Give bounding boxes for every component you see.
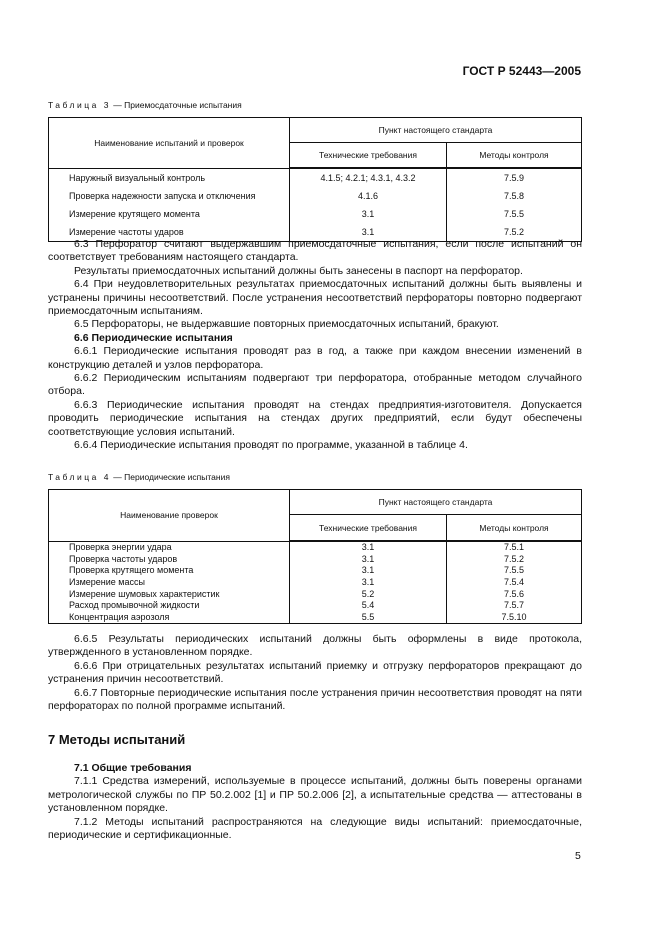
- caption-title: — Периодические испытания: [110, 472, 230, 482]
- paragraph: 7.1.1 Средства измерений, используемые в процессе испытаний, должны быть поверены органами метрологической службы по ПР 50.2.002 [1] и ПР 50.2.006 [2], а испытательные средства — аттестованы в установленном порядке.: [48, 775, 582, 815]
- table-cell: 4.1.6: [290, 187, 447, 205]
- paragraph: 6.6.5 Результаты периодических испытаний должны быть оформлены в виде протокола, утвержденного в установленном порядке.: [48, 633, 582, 659]
- table-cell: 5.5: [290, 612, 447, 624]
- table-4: [48, 489, 582, 624]
- table-cell: Расход промывочной жидкости: [49, 600, 290, 612]
- table-cell: 5.2: [290, 588, 447, 600]
- table-cell: 3.1: [290, 565, 447, 577]
- caption-label: Таблица 4: [48, 472, 111, 482]
- subsection-heading: 6.6 Периодические испытания: [74, 331, 233, 344]
- table-cell: 7.5.2: [447, 554, 582, 566]
- table-cell: Проверка энергии удара: [49, 541, 290, 554]
- table-row: [49, 168, 582, 187]
- table-row: [49, 554, 582, 566]
- paragraph: 6.6.4 Периодические испытания проводят по программе, указанной в таблице 4.: [74, 439, 468, 452]
- table-row: [49, 600, 582, 612]
- body-text-2: [48, 633, 582, 713]
- table-cell: 7.5.5: [447, 565, 582, 577]
- body-text-3: [48, 762, 582, 842]
- table-cell: 3.1: [290, 577, 447, 589]
- paragraph: Результаты приемосдаточных испытаний должны быть занесены в паспорт на перфоратор.: [74, 264, 523, 277]
- table-cell: 3.1: [290, 205, 447, 223]
- table-row: [49, 541, 582, 554]
- paragraph: 7.1.2 Методы испытаний распространяются на следующие виды испытаний: приемосдаточные, периодические и сертификационные.: [48, 815, 582, 842]
- table-cell: 7.5.6: [447, 588, 582, 600]
- column-header: Методы контроля: [447, 515, 582, 542]
- document-header: ГОСТ Р 52443—2005: [462, 64, 581, 78]
- column-header: Наименование проверок: [49, 490, 290, 542]
- table-cell: Проверка частоты ударов: [49, 554, 290, 566]
- column-header: Технические требования: [290, 515, 447, 542]
- table-cell: 7.5.7: [447, 600, 582, 612]
- column-header: Методы контроля: [447, 143, 582, 169]
- caption-title: — Приемосдаточные испытания: [110, 100, 242, 110]
- paragraph: 6.4 При неудовлетворительных результатах приемосдаточных испытаний должны быть выявлены и устранены причины несоответствий. После устранения несоответствий перфораторы повторно подвергают приемосдаточным испытаниям.: [48, 278, 582, 318]
- table-cell: Измерение частоты ударов: [49, 223, 290, 242]
- table4-caption: [48, 472, 230, 482]
- table-cell: 7.5.2: [447, 223, 582, 242]
- table-row: [49, 205, 582, 223]
- paragraph: 6.6.3 Периодические испытания проводят на стендах предприятия-изготовителя. Допускается проводить периодические испытания на стендах других предприятий, если будут обеспечены соответствующие условия испытаний.: [48, 398, 582, 438]
- table-cell: 7.5.1: [447, 541, 582, 554]
- table-cell: 7.5.10: [447, 612, 582, 624]
- table-cell: Измерение шумовых характеристик: [49, 588, 290, 600]
- table-row: [49, 588, 582, 600]
- table-cell: 7.5.8: [447, 187, 582, 205]
- table-cell: Измерение массы: [49, 577, 290, 589]
- table-row: [49, 187, 582, 205]
- table-row: [49, 577, 582, 589]
- table-cell: 3.1: [290, 554, 447, 566]
- table-cell: 3.1: [290, 541, 447, 554]
- section-heading: 7 Методы испытаний: [48, 732, 186, 747]
- table-cell: Концентрация аэрозоля: [49, 612, 290, 624]
- paragraph: 6.5 Перфораторы, не выдержавшие повторных приемосдаточных испытаний, бракуют.: [74, 318, 499, 331]
- column-group-header: Пункт настоящего стандарта: [290, 490, 582, 515]
- table-cell: 5.4: [290, 600, 447, 612]
- page-number: 5: [575, 850, 581, 862]
- paragraph: 6.6.6 При отрицательных результатах испытаний приемку и отгрузку перфораторов прекращают до устранения причин несоответствий.: [48, 659, 582, 686]
- table-cell: 3.1: [290, 223, 447, 242]
- paragraph: 6.6.1 Периодические испытания проводят раз в год, а также при каждом внесении изменений в конструкцию деталей и узлов перфоратора.: [48, 345, 582, 371]
- paragraph: 6.6.2 Периодическим испытаниям подвергают три перфоратора, отобранные методом случайного отбора.: [48, 372, 582, 398]
- table3-caption: [48, 100, 242, 110]
- body-text-1: [48, 238, 582, 453]
- column-group-header: Пункт настоящего стандарта: [290, 118, 582, 143]
- table-cell: 7.5.4: [447, 577, 582, 589]
- table-row: [49, 565, 582, 577]
- table-3: [48, 117, 582, 242]
- paragraph: 6.6.7 Повторные периодические испытания после устранения причин несоответствия проводят на пяти перфораторах по полной программе испытаний.: [48, 686, 582, 713]
- table-cell: 7.5.9: [447, 168, 582, 187]
- table-cell: Проверка крутящего момента: [49, 565, 290, 577]
- column-header: Наименование испытаний и проверок: [49, 118, 290, 169]
- table-cell: Наружный визуальный контроль: [49, 168, 290, 187]
- table-cell: 7.5.5: [447, 205, 582, 223]
- paragraph: 6.3 Перфоратор считают выдержавшим приемосдаточные испытания, если после испытаний он соответствует требованиям настоящего стандарта.: [48, 238, 582, 264]
- caption-label: Таблица 3: [48, 100, 111, 110]
- table-cell: 4.1.5; 4.2.1; 4.3.1, 4.3.2: [290, 168, 447, 187]
- table-row: [49, 612, 582, 624]
- subsection-heading: 7.1 Общие требования: [74, 762, 192, 774]
- table-cell: Измерение крутящего момента: [49, 205, 290, 223]
- column-header: Технические требования: [290, 143, 447, 169]
- table-cell: Проверка надежности запуска и отключения: [49, 187, 290, 205]
